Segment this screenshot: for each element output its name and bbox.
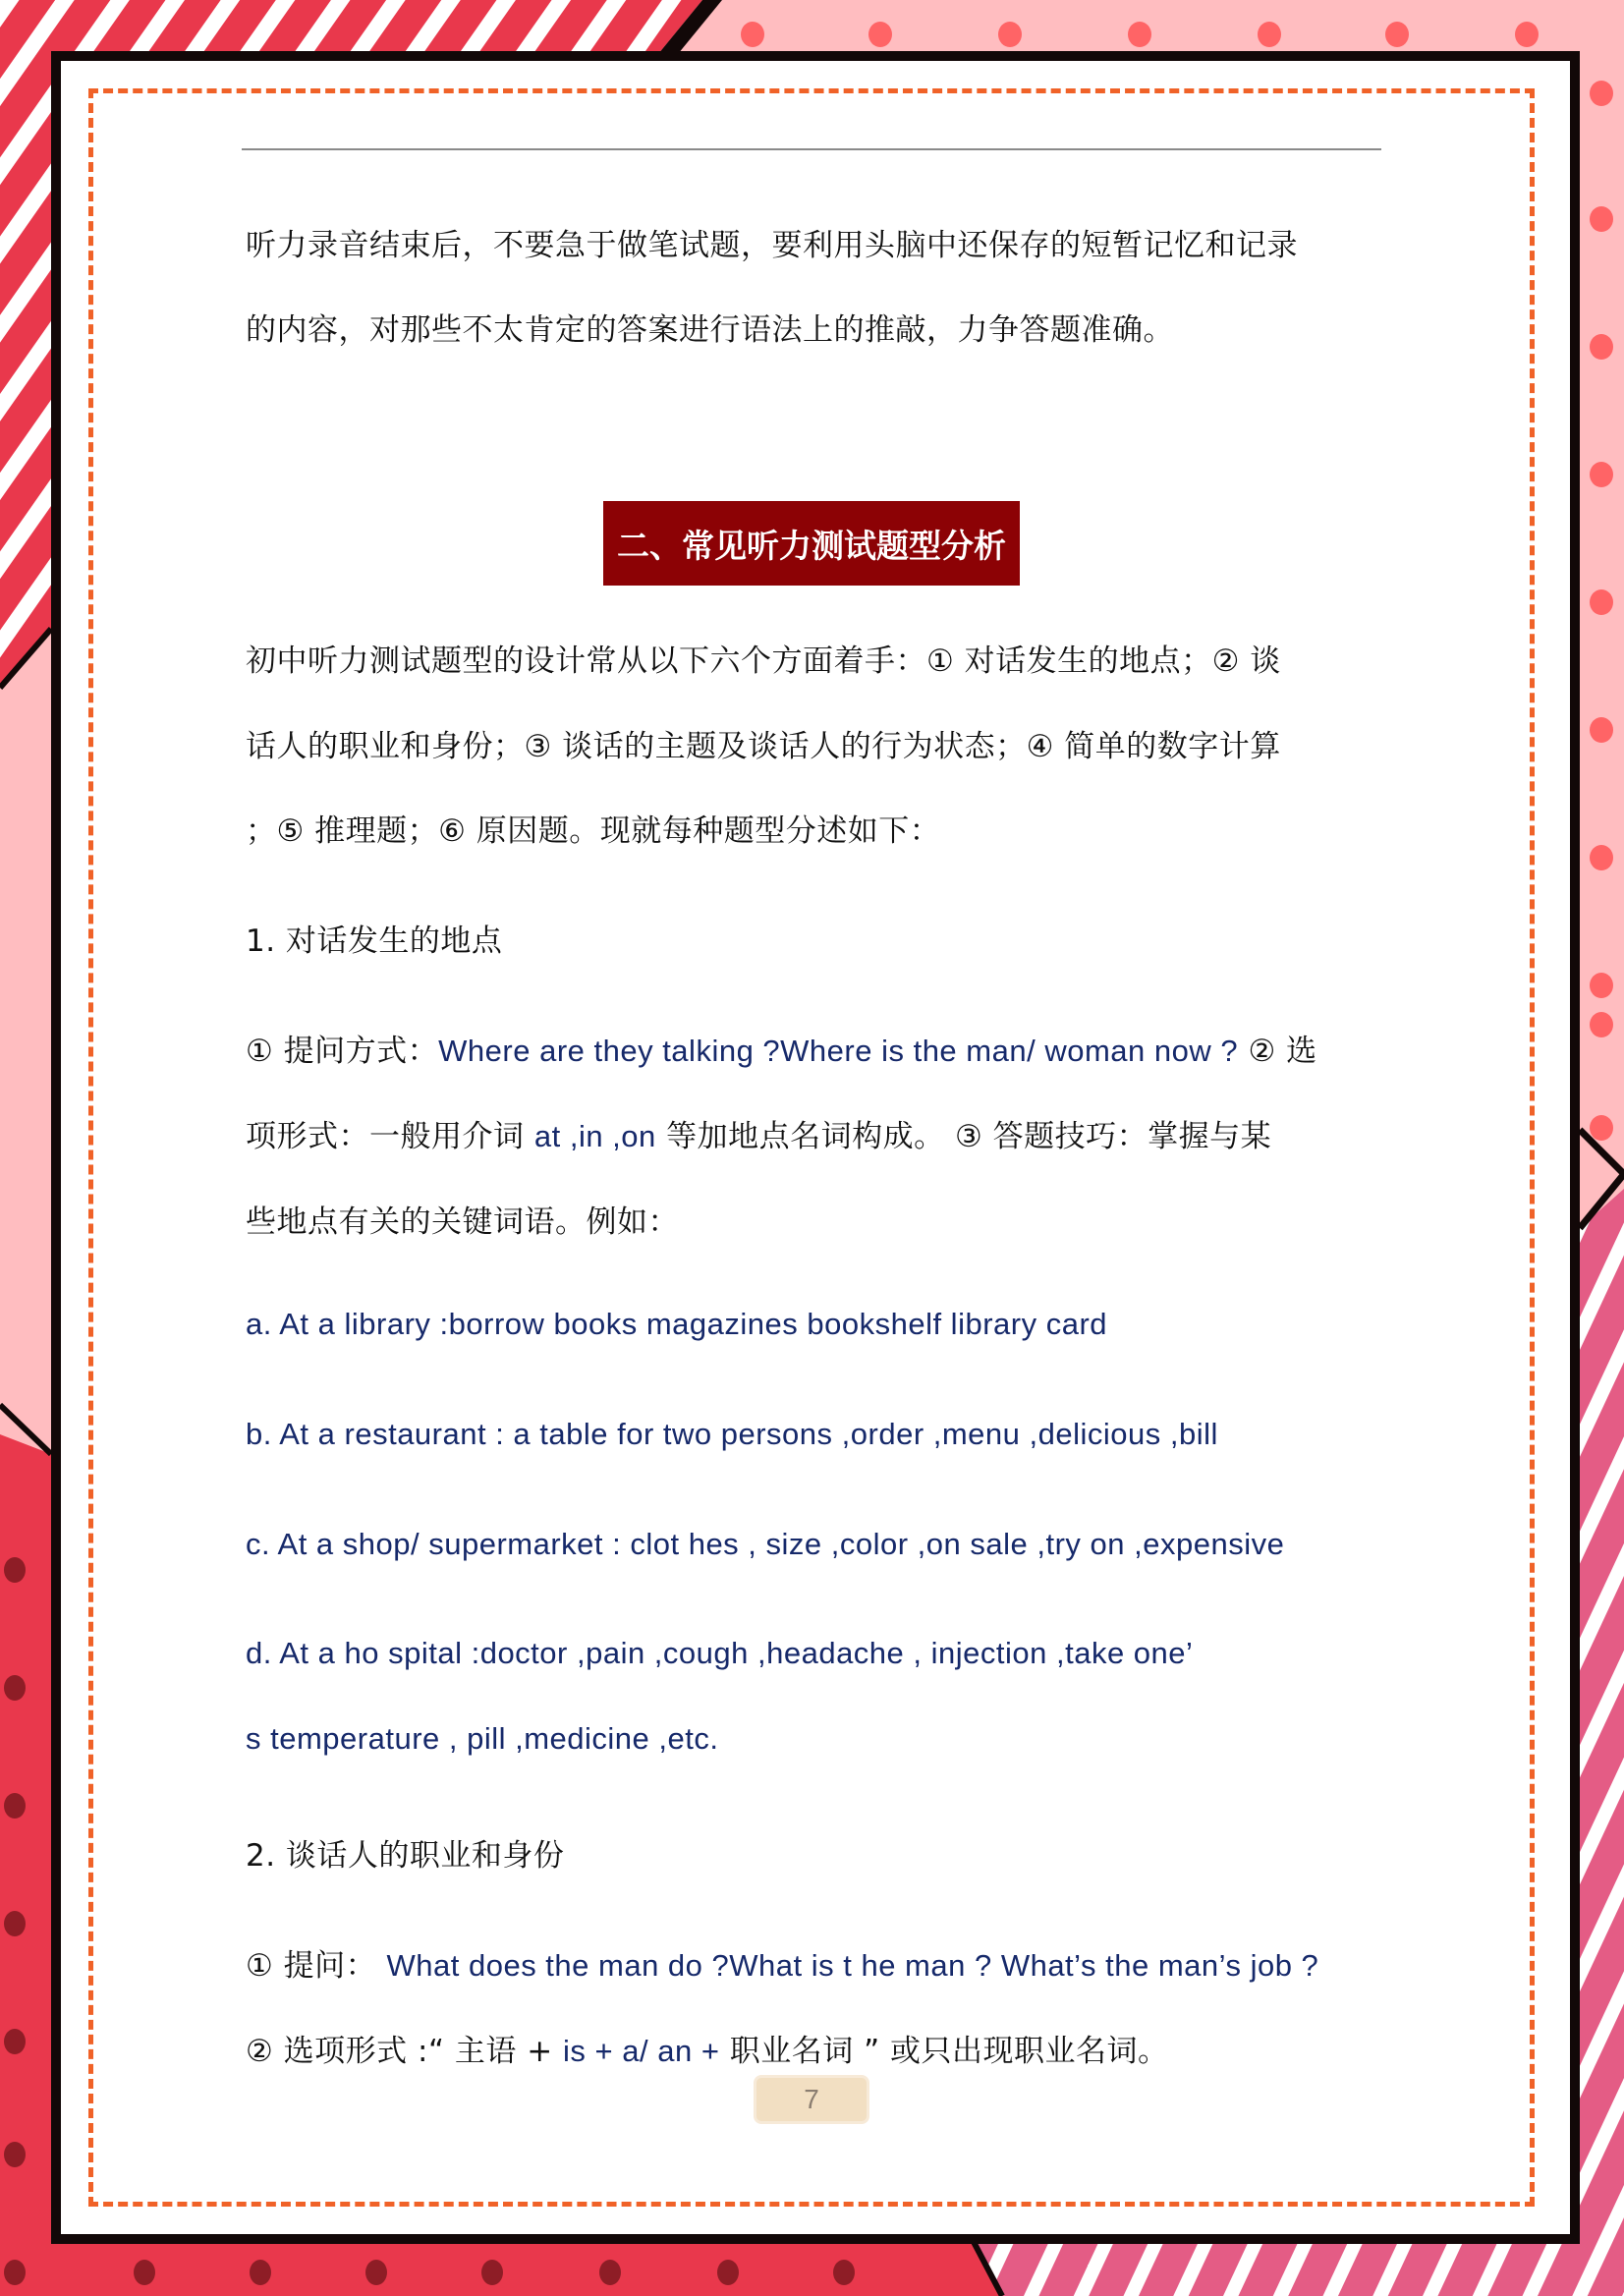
intro-line-1: 听力录音结束后，不要急于做笔试题，要利用头脑中还保存的短暂记忆和记录 xyxy=(246,228,1298,263)
topic2-q-label: ① 提问： xyxy=(246,1948,387,1984)
example-library: a. At a library :borrow books magazines bookshelf library card xyxy=(246,1307,1108,1341)
topic2-opt-suffix: 职业名词 ” 或只出现职业名词。 xyxy=(719,2034,1169,2069)
topic1-q-label: ① 提问方式： xyxy=(246,1034,439,1069)
topic1-p2-prefix: 项形式：一般用介词 xyxy=(246,1119,534,1154)
topic1-prepositions: at ,in ,on xyxy=(533,1119,656,1153)
topic2-opt-prefix: ② 选项形式 :“ 主语 + xyxy=(246,2034,564,2069)
header-rule xyxy=(242,148,1381,150)
page-number: 7 xyxy=(754,2075,869,2124)
topic2-opt-english: is + a/ an + xyxy=(563,2034,720,2068)
topic2-question-line xyxy=(246,1940,1318,1985)
topic2-option-line xyxy=(246,2026,1169,2070)
topic1-p1-suffix: ② 选 xyxy=(1238,1034,1317,1069)
overview-line-2: 话人的职业和身份；③ 谈话的主题及谈话人的行为状态；④ 简单的数字计算 xyxy=(246,729,1281,764)
intro-line-2: 的内容，对那些不太肯定的答案进行语法上的推敲，力争答题准确。 xyxy=(246,312,1174,348)
section-heading: 二、常见听力测试题型分析 xyxy=(603,501,1020,586)
example-hospital: d. At a ho spital :doctor ,pain ,cough ,headache , injection ,take one’ xyxy=(246,1636,1194,1670)
overview-line-3: ；⑤ 推理题；⑥ 原因题。现就每种题型分述如下： xyxy=(246,813,941,849)
example-shop: c. At a shop/ supermarket : clot hes , size ,color ,on sale ,try on ,expensive xyxy=(246,1527,1285,1561)
topic2-title: 2. 谈话人的职业和身份 xyxy=(246,1838,565,1874)
example-hospital-cont: s temperature , pill ,medicine ,etc. xyxy=(246,1721,719,1756)
topic1-p2-suffix: 等加地点名词构成。 ③ 答题技巧：掌握与某 xyxy=(655,1119,1272,1154)
topic1-para-line-2 xyxy=(246,1111,1271,1155)
topic2-q-english: What does the man do ?What is t he man ? What’s the man’s job ? xyxy=(386,1948,1319,1983)
topic1-q-english: Where are they talking ?Where is the man/ woman now ? xyxy=(438,1034,1239,1068)
topic1-para-line-1 xyxy=(246,1026,1317,1070)
topic1-title: 1. 对话发生的地点 xyxy=(246,924,503,959)
topic1-para-line-3: 些地点有关的关键词语。例如： xyxy=(246,1204,679,1240)
overview-line-1: 初中听力测试题型的设计常从以下六个方面着手：① 对话发生的地点；② 谈 xyxy=(246,644,1281,679)
example-restaurant: b. At a restaurant : a table for two persons ,order ,menu ,delicious ,bill xyxy=(246,1417,1218,1451)
